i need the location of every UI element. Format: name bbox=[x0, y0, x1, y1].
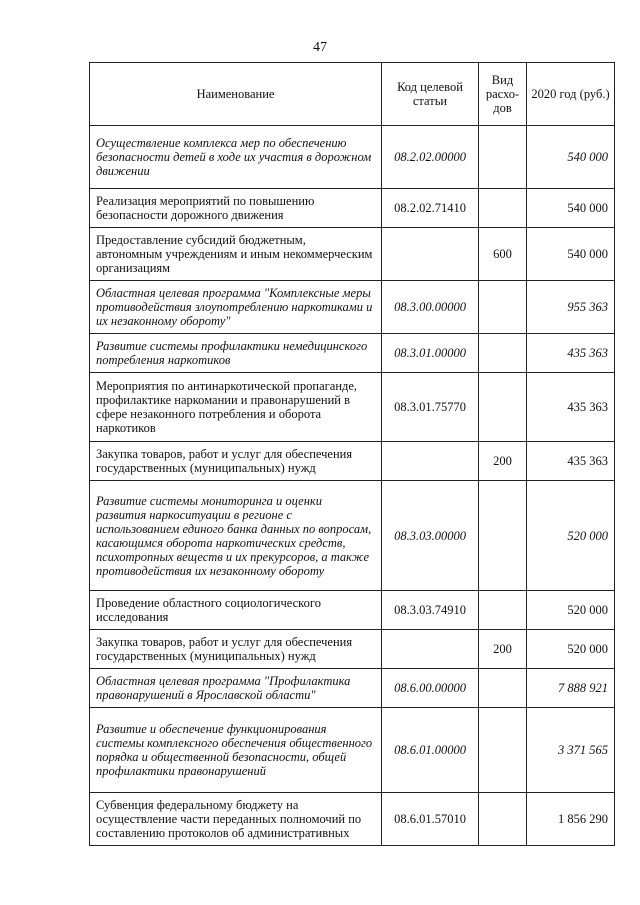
table-row bbox=[90, 373, 615, 442]
row-sum-cell: 1 856 290 bbox=[527, 793, 615, 846]
row-sum-cell: 520 000 bbox=[527, 481, 615, 591]
row-name-cell: Областная целевая программа "Комплексные меры противодействия злоупотреблению наркотиками и их незаконному обороту" bbox=[90, 281, 382, 334]
column-header-code: Код целевой статьи bbox=[382, 63, 479, 126]
row-name-cell: Предоставление субсидий бюджетным, автономным учреждениям и иным некоммерческим организациям bbox=[90, 228, 382, 281]
row-name-cell: Субвенция федеральному бюджету на осуществление части переданных полномочий по составлению протоколов об административных bbox=[90, 793, 382, 846]
table-row bbox=[90, 334, 615, 373]
row-type-cell: 600 bbox=[479, 228, 527, 281]
row-code-cell: 08.3.01.00000 bbox=[382, 334, 479, 373]
row-type-cell bbox=[479, 126, 527, 189]
row-code-cell bbox=[382, 228, 479, 281]
row-code-cell: 08.2.02.71410 bbox=[382, 189, 479, 228]
row-code-cell: 08.6.01.00000 bbox=[382, 708, 479, 793]
row-type-cell bbox=[479, 793, 527, 846]
row-name-cell: Развитие системы мониторинга и оценки развития наркоситуации в регионе с использованием единого банка данных по вопросам, касающимся оборота наркотических средств, психотропных веществ и их прекурсоров, а также противодействия их незаконному обороту bbox=[90, 481, 382, 591]
row-type-cell bbox=[479, 373, 527, 442]
table-row bbox=[90, 708, 615, 793]
row-type-cell bbox=[479, 481, 527, 591]
table-row bbox=[90, 793, 615, 846]
row-name-cell: Развитие системы профилактики немедицинского потребления наркотиков bbox=[90, 334, 382, 373]
row-sum-cell: 540 000 bbox=[527, 228, 615, 281]
column-header-name: Наименование bbox=[90, 63, 382, 126]
row-sum-cell: 7 888 921 bbox=[527, 669, 615, 708]
row-sum-cell: 3 371 565 bbox=[527, 708, 615, 793]
row-sum-cell: 540 000 bbox=[527, 126, 615, 189]
row-type-cell bbox=[479, 669, 527, 708]
row-type-cell bbox=[479, 189, 527, 228]
row-name-cell: Развитие и обеспечение функционирования системы комплексного обеспечения общественного порядка и общественной безопасности, общей профилактики правонарушений bbox=[90, 708, 382, 793]
row-name-cell: Проведение областного социологического исследования bbox=[90, 591, 382, 630]
row-code-cell: 08.3.01.75770 bbox=[382, 373, 479, 442]
row-sum-cell: 520 000 bbox=[527, 591, 615, 630]
page-number: 47 bbox=[313, 40, 327, 55]
row-name-cell: Закупка товаров, работ и услуг для обеспечения государственных (муниципальных) нужд bbox=[90, 442, 382, 481]
table-row bbox=[90, 126, 615, 189]
row-type-cell bbox=[479, 281, 527, 334]
row-code-cell: 08.3.00.00000 bbox=[382, 281, 479, 334]
table-row bbox=[90, 481, 615, 591]
row-sum-cell: 540 000 bbox=[527, 189, 615, 228]
row-code-cell: 08.6.01.57010 bbox=[382, 793, 479, 846]
row-code-cell: 08.3.03.00000 bbox=[382, 481, 479, 591]
row-type-cell bbox=[479, 334, 527, 373]
column-header-sum: 2020 год (руб.) bbox=[527, 63, 615, 126]
row-type-cell bbox=[479, 708, 527, 793]
row-type-cell bbox=[479, 591, 527, 630]
column-header-type: Вид расхо-дов bbox=[479, 63, 527, 126]
table-row bbox=[90, 228, 615, 281]
row-type-cell: 200 bbox=[479, 630, 527, 669]
row-name-cell: Мероприятия по антинаркотической пропаганде, профилактике наркомании и правонарушений в сфере незаконного потребления и оборота наркотиков bbox=[90, 373, 382, 442]
row-sum-cell: 435 363 bbox=[527, 442, 615, 481]
row-name-cell: Осуществление комплекса мер по обеспечению безопасности детей в ходе их участия в дорожном движении bbox=[90, 126, 382, 189]
row-code-cell bbox=[382, 442, 479, 481]
row-code-cell: 08.3.03.74910 bbox=[382, 591, 479, 630]
row-type-cell: 200 bbox=[479, 442, 527, 481]
table-row bbox=[90, 669, 615, 708]
row-code-cell bbox=[382, 630, 479, 669]
row-sum-cell: 435 363 bbox=[527, 334, 615, 373]
row-sum-cell: 955 363 bbox=[527, 281, 615, 334]
row-code-cell: 08.2.02.00000 bbox=[382, 126, 479, 189]
row-name-cell: Закупка товаров, работ и услуг для обеспечения государственных (муниципальных) нужд bbox=[90, 630, 382, 669]
table-row bbox=[90, 442, 615, 481]
table-header-row bbox=[90, 63, 615, 126]
table-row bbox=[90, 281, 615, 334]
budget-table bbox=[89, 62, 615, 846]
row-sum-cell: 520 000 bbox=[527, 630, 615, 669]
table-row bbox=[90, 630, 615, 669]
table-row bbox=[90, 591, 615, 630]
row-sum-cell: 435 363 bbox=[527, 373, 615, 442]
row-code-cell: 08.6.00.00000 bbox=[382, 669, 479, 708]
row-name-cell: Реализация мероприятий по повышению безопасности дорожного движения bbox=[90, 189, 382, 228]
row-name-cell: Областная целевая программа "Профилактика правонарушений в Ярославской области" bbox=[90, 669, 382, 708]
table-row bbox=[90, 189, 615, 228]
